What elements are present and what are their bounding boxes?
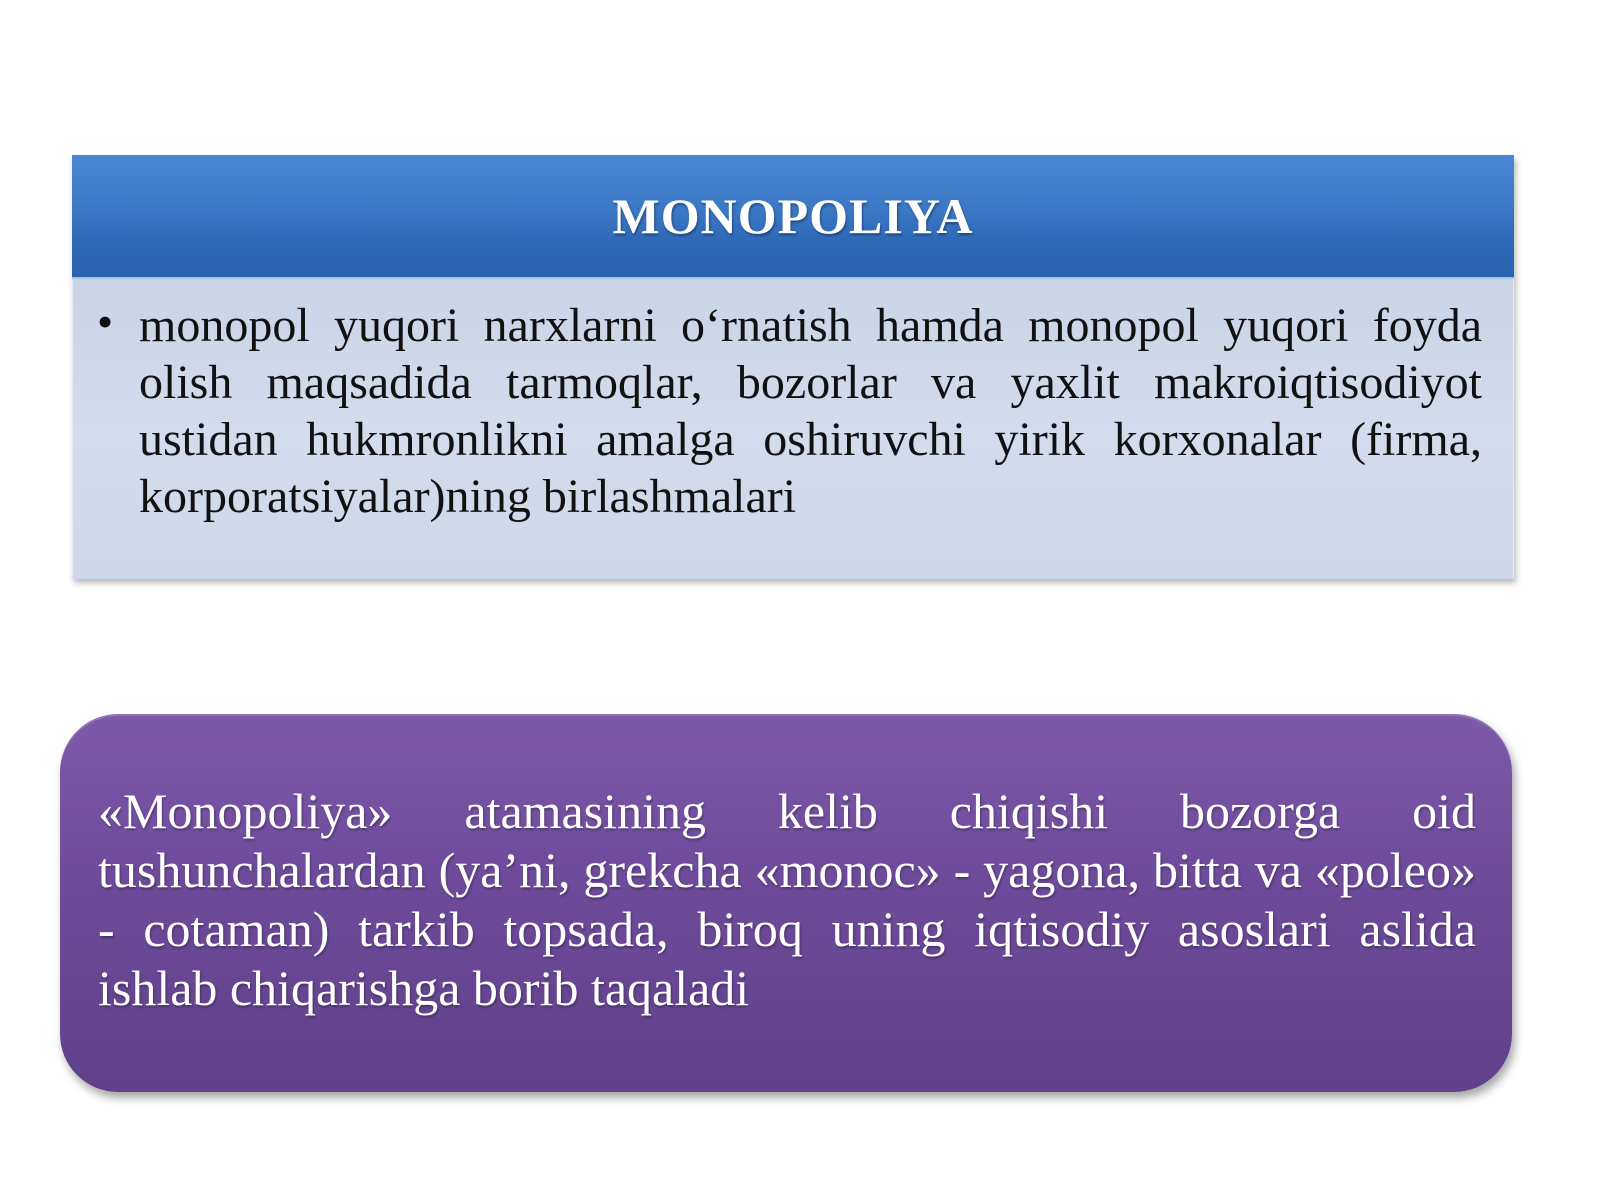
definition-text: monopol yuqori narxlarni o‘rnatish hamda monopol yuqori foyda olish maqsadida tarmoqlar, bozorlar va yaxlit makroiqtisodiyot ustidan hukmronlikni amalga oshiruvchi yirik korxonalar (firma, korporatsiyalar)ning birlashmalari [139, 299, 1482, 523]
etymology-note-box [60, 714, 1512, 1092]
definition-title: MONOPOLIYA [612, 188, 974, 244]
definition-box [72, 155, 1514, 579]
definition-body [72, 279, 1514, 579]
etymology-note-text: «Monopoliya» atamasining kelib chiqishi bozorga oid tushunchalardan (ya’ni, grekcha «monoc» - yagona, bitta va «poleo» - cotaman) tarkib topsada, biroq uning iqtisodiy asoslari aslida ishlab chiqarishga borib taqaladi [98, 783, 1476, 1016]
bullet-icon: • [97, 296, 114, 347]
definition-header [72, 155, 1514, 279]
